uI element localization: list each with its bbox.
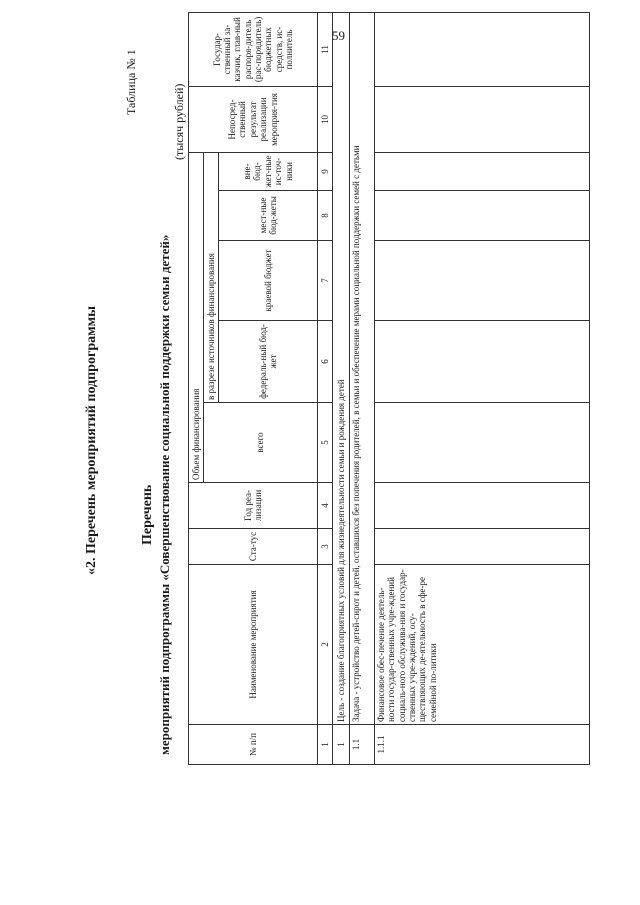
header-federal: федераль-ный бюд-жет: [219, 321, 318, 403]
header-total: всего: [204, 403, 318, 483]
column-number: 1: [318, 725, 333, 765]
header-offbudget: вне-бюд-жет-ные ис-точ-ники: [219, 152, 318, 190]
header-name: Наименование мероприятия: [189, 565, 318, 725]
header-funding: Объем финансирования: [189, 152, 204, 482]
header-result: Непосред-ственный результат реализации мероприя-тия: [189, 86, 318, 152]
header-num: № п/п: [189, 725, 318, 765]
page-number: 59: [332, 28, 345, 43]
column-number: 2: [318, 565, 333, 725]
units-label: (тысяч рублей): [172, 83, 186, 160]
header-year: Год реа-лизации: [189, 483, 318, 529]
item-row-cell: [375, 241, 590, 321]
measures-table: [188, 12, 590, 765]
item-row-cell: [375, 403, 590, 483]
header-local: мест-ные бюд-жеты: [219, 191, 318, 241]
item-row-number: 1.1.1: [375, 725, 590, 765]
item-row-name: Финансовое обес-печение деятель-ности государ-ственных учре-ждений социаль-ного обслужива-ния и государ-ственных учре-ждений, осу-ществляющих де-ятельность в сфе-ре семейной по-литики: [375, 565, 590, 725]
column-number: 6: [318, 321, 333, 403]
column-number: 3: [318, 529, 333, 565]
task-row-number: 1.1: [350, 725, 375, 765]
document-title: Перечень: [140, 484, 155, 545]
column-number: 9: [318, 152, 333, 190]
header-by-source: в разрезе источников финансирования: [204, 152, 219, 402]
column-number: 11: [318, 12, 333, 86]
header-customer: Государ-ственный за-казчик, глав-ный распоря-дитель (рас-порядитель) бюджетных средств, ис-полнитель: [189, 12, 318, 86]
item-row-cell: [375, 483, 590, 529]
table-caption: Таблица № 1: [124, 49, 138, 115]
goal-row-number: 1: [333, 725, 350, 765]
section-heading: «2. Перечень мероприятий подпрограммы: [84, 305, 99, 575]
column-number: 4: [318, 483, 333, 529]
column-number: 7: [318, 241, 333, 321]
item-row-cell: [375, 529, 590, 565]
column-number: 5: [318, 403, 333, 483]
document-subtitle: мероприятий подпрограммы «Совершенствование социальной поддержки семьи детей»: [157, 234, 172, 755]
item-row-cell: [375, 86, 590, 152]
column-number: 8: [318, 191, 333, 241]
item-row-cell: [375, 12, 590, 86]
goal-row-text: Цель - создание благоприятных условий для жизнедеятельности семьи и рождения детей: [333, 12, 350, 724]
item-row-cell: [375, 191, 590, 241]
item-row-cell: [375, 321, 590, 403]
header-status: Ста-тус: [189, 529, 318, 565]
task-row-text: Задача - устройство детей-сирот и детей, оставшихся без попечения родителей, в семьи и обеспечение мерами социальной поддержки семей с детьми: [350, 12, 375, 724]
header-regional: краевой бюджет: [219, 241, 318, 321]
column-number: 10: [318, 86, 333, 152]
item-row-cell: [375, 152, 590, 190]
